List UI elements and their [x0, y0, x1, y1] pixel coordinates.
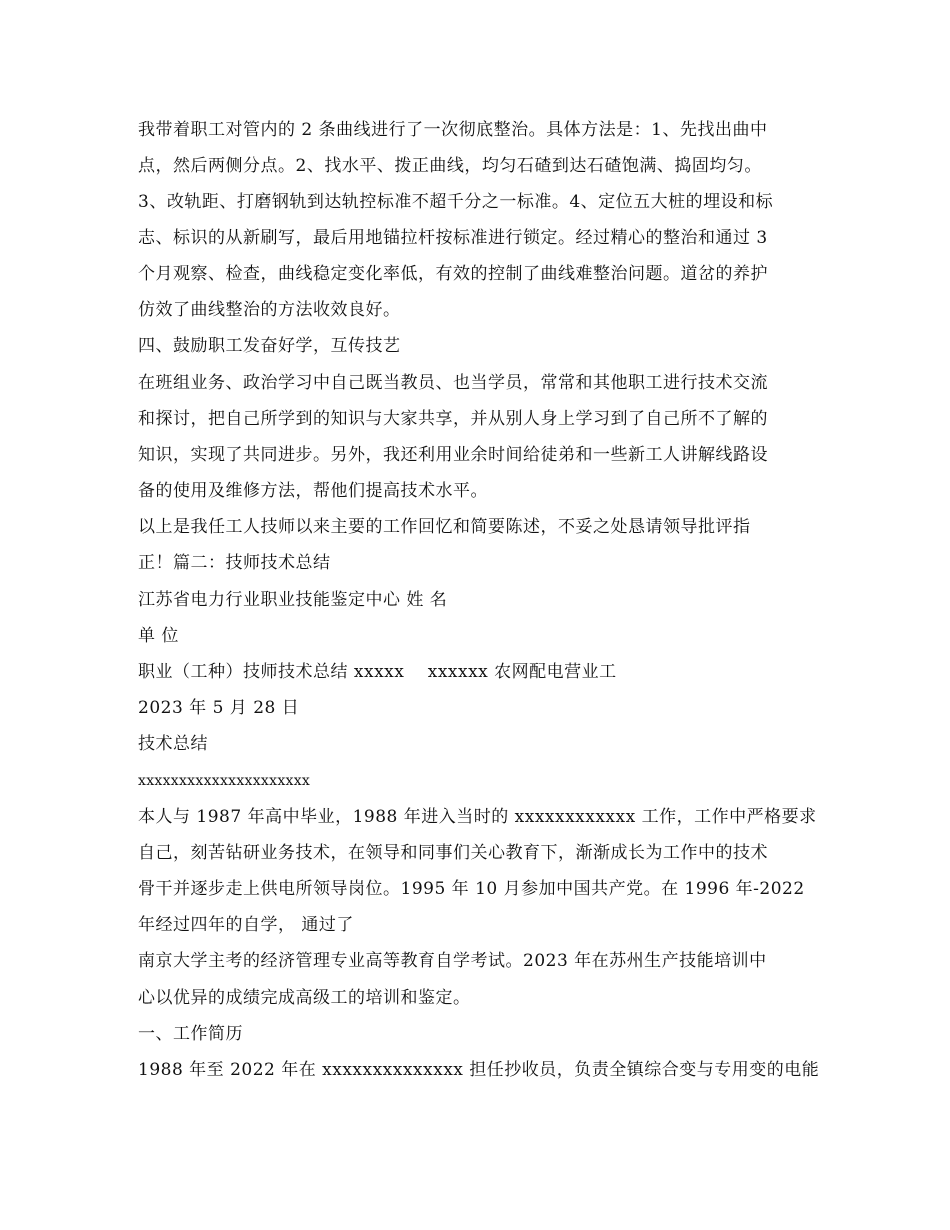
paragraph-line: 备的使用及维修方法，帮他们提高技术水平。: [138, 481, 488, 501]
paragraph-line: 单 位: [138, 626, 179, 646]
paragraph-line: 知识，实现了共同进步。另外，我还利用业余时间给徒弟和一些新工人讲解线路设: [138, 445, 768, 465]
paragraph-line: 点，然后两侧分点。2、找水平、拨正曲线，均匀石碴到达石碴饱满、捣固均匀。: [138, 156, 762, 176]
section-heading: 四、鼓励职工发奋好学，互传技艺: [138, 336, 401, 356]
paragraph-line: 在班组业务、政治学习中自己既当教员、也当学员，常常和其他职工进行技术交流: [138, 373, 768, 393]
paragraph-line: 职业（工种）技师技术总结 xxxxx xxxxxx 农网配电营业工: [138, 662, 617, 682]
section-heading: 技术总结: [138, 734, 208, 754]
paragraph-line: 以上是我任工人技师以来主要的工作回忆和简要陈述，不妥之处恳请领导批评指: [138, 517, 751, 537]
date-line: 2023 年 5 月 28 日: [138, 698, 300, 718]
paragraph-line: 1988 年至 2022 年在 xxxxxxxxxxxxxx 担任抄收员，负责全镇综合变与专用变的电能: [138, 1060, 820, 1080]
paragraph-line: 骨干并逐步走上供电所领导岗位。1995 年 10 月参加中国共产党。在 1996 年-2022: [138, 879, 805, 899]
paragraph-line: 南京大学主考的经济管理专业高等教育自学考试。2023 年在苏州生产技能培训中: [138, 951, 767, 971]
paragraph-line: 正！篇二：技师技术总结: [138, 553, 331, 573]
paragraph-line: 和探讨，把自己所学到的知识与大家共享，并从别人身上学习到了自己所不了解的: [138, 409, 768, 429]
placeholder-line: xxxxxxxxxxxxxxxxxxxxx: [138, 773, 311, 789]
paragraph-line: 我带着职工对管内的 2 条曲线进行了一次彻底整治。具体方法是：1、先找出曲中: [138, 120, 768, 140]
paragraph-line: 心以优异的成绩完成高级工的培训和鉴定。: [138, 988, 471, 1008]
paragraph-line: 3、改轨距、打磨钢轨到达轨控标准不超千分之一标准。4、定位五大桩的埋设和标: [138, 192, 774, 212]
paragraph-line: 志、标识的从新刷写，最后用地锚拉杆按标准进行锁定。经过精心的整治和通过 3: [138, 228, 768, 248]
paragraph-line: 自己，刻苦钻研业务技术，在领导和同事们关心教育下，渐渐成长为工作中的技术: [138, 843, 768, 863]
paragraph-line: 仿效了曲线整治的方法收效良好。: [138, 300, 401, 320]
paragraph-line: 个月观察、检查，曲线稳定变化率低，有效的控制了曲线难整治问题。道岔的养护: [138, 264, 768, 284]
paragraph-line: 本人与 1987 年高中毕业，1988 年进入当时的 xxxxxxxxxxxx 工作，工作中严格要求: [138, 807, 817, 827]
section-heading: 一、工作简历: [138, 1024, 243, 1044]
paragraph-line: 江苏省电力行业职业技能鉴定中心 姓 名: [138, 590, 448, 610]
paragraph-line: 年经过四年的自学， 通过了: [138, 915, 354, 935]
